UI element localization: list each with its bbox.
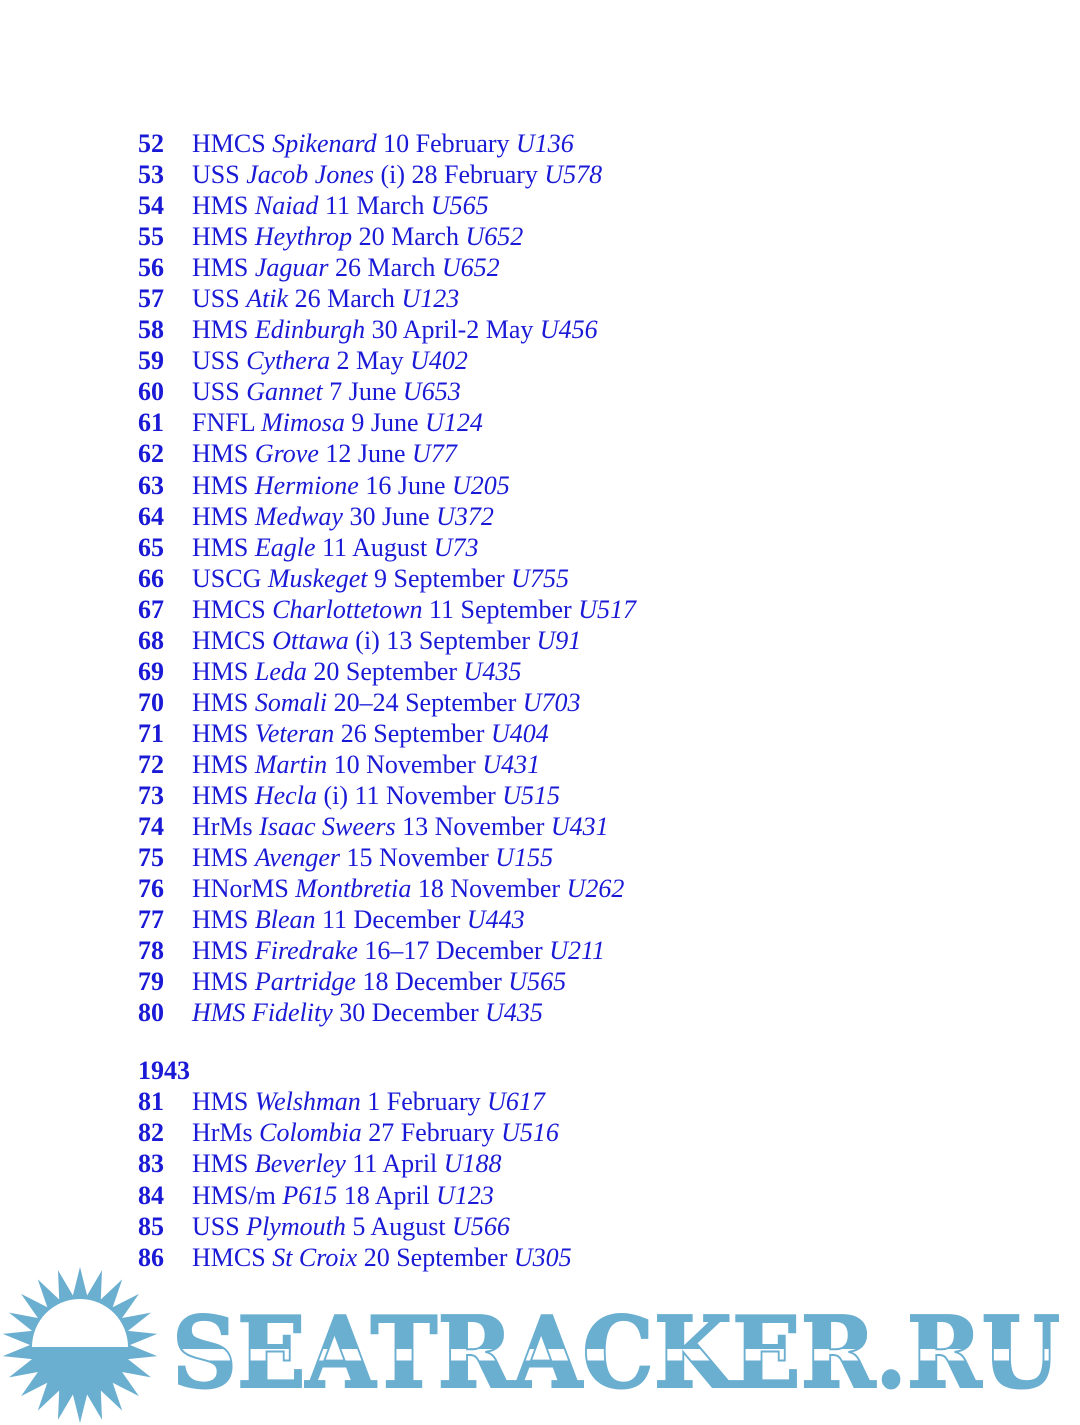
ship-prefix: HMS — [192, 253, 249, 283]
entry-text — [192, 190, 489, 221]
entry-number: 71 — [138, 718, 164, 748]
list-item — [138, 1180, 1038, 1211]
ship-suffix: (i) — [323, 780, 348, 810]
ship-prefix: HMS — [192, 470, 249, 500]
entry-number: 66 — [138, 563, 164, 593]
uboat-id: U435 — [463, 656, 522, 686]
sinking-date: 2 May — [336, 346, 404, 376]
ship-name: Beverley — [254, 1149, 346, 1179]
sinking-date: 12 June — [325, 439, 406, 469]
uboat-id: U653 — [402, 377, 461, 407]
sinking-date: 13 November — [402, 812, 545, 842]
uboat-id: U456 — [539, 315, 598, 345]
ship-prefix: HMS — [192, 501, 249, 531]
entry-text — [192, 221, 523, 252]
ship-name: Eagle — [254, 532, 316, 562]
ship-prefix: HMS/m — [192, 1180, 276, 1210]
ship-name: Blean — [254, 905, 316, 935]
uboat-id: U73 — [433, 532, 479, 562]
entry-number: 69 — [138, 656, 164, 686]
ship-name: Charlottetown — [272, 594, 423, 624]
uboat-id: U435 — [485, 998, 543, 1028]
entry-number: 76 — [138, 874, 164, 904]
ship-prefix: HMS — [192, 967, 249, 997]
ship-name: Isaac Sweers — [259, 812, 396, 842]
ship-prefix: HMS — [192, 532, 249, 562]
entry-number: 55 — [138, 222, 164, 252]
uboat-id: U211 — [549, 936, 606, 966]
sinking-date: 28 February — [411, 160, 538, 190]
ship-name: Plymouth — [246, 1211, 346, 1241]
entry-text — [192, 407, 483, 438]
uboat-id: U516 — [501, 1118, 559, 1148]
ship-name: Martin — [254, 749, 328, 779]
ship-name: St Croix — [272, 1242, 358, 1272]
uboat-id: U565 — [430, 191, 489, 221]
entry-number: 79 — [138, 967, 164, 997]
uboat-id: U91 — [536, 625, 582, 655]
ship-prefix: USS — [192, 377, 240, 407]
ship-prefix: HNorMS — [192, 874, 289, 904]
sinking-date: 20 March — [358, 222, 459, 252]
entry-text — [192, 997, 543, 1028]
entry-text — [192, 780, 560, 811]
sinking-date: 11 April — [352, 1149, 438, 1179]
entry-number: 58 — [138, 315, 164, 345]
ship-name: Avenger — [254, 843, 341, 873]
entry-number: 65 — [138, 532, 164, 562]
list-item — [138, 470, 1038, 501]
uboat-id: U515 — [502, 780, 561, 810]
entry-text — [192, 966, 566, 997]
sinking-date: 30 April-2 May — [371, 315, 534, 345]
sinking-date: 5 August — [352, 1211, 446, 1241]
sinking-date: 20 September — [313, 656, 458, 686]
ship-prefix: HrMs — [192, 812, 253, 842]
ship-prefix: HMS — [192, 780, 249, 810]
uboat-id: U124 — [425, 408, 483, 438]
entry-text — [192, 594, 636, 625]
entry-text — [192, 438, 457, 469]
sinking-date: 11 March — [324, 191, 425, 221]
ship-prefix: HMCS — [192, 594, 266, 624]
ship-name: Atik — [246, 284, 289, 314]
entry-text — [192, 625, 581, 656]
entry-number: 68 — [138, 625, 164, 655]
entry-text — [192, 1211, 510, 1242]
uboat-id: U262 — [566, 874, 625, 904]
ship-name: Hecla — [254, 780, 317, 810]
entry-text — [192, 345, 468, 376]
entry-text — [192, 252, 500, 283]
entry-number: 60 — [138, 377, 164, 407]
ship-prefix: HMS — [192, 1149, 249, 1179]
entry-text — [192, 1148, 502, 1179]
list-item — [138, 718, 1038, 749]
uboat-id: U205 — [452, 470, 510, 500]
uboat-id: U188 — [443, 1149, 502, 1179]
uboat-id: U703 — [522, 687, 581, 717]
sinking-date: 11 November — [354, 780, 496, 810]
uboat-id: U305 — [513, 1242, 572, 1272]
uboat-id: U431 — [482, 749, 541, 779]
sinkings-list — [138, 128, 1038, 1273]
ship-prefix: HMS — [192, 656, 249, 686]
sinking-date: 11 September — [428, 594, 572, 624]
entry-number: 86 — [138, 1242, 164, 1272]
uboat-id: U566 — [452, 1211, 510, 1241]
entry-number: 80 — [138, 998, 164, 1028]
entry-text — [192, 1086, 545, 1117]
entries-1943 — [138, 1086, 1038, 1272]
ship-name: Heythrop — [254, 222, 353, 252]
ship-suffix: (i) — [380, 160, 406, 190]
entry-number: 59 — [138, 346, 164, 376]
entry-text — [192, 563, 569, 594]
sinking-date: 16–17 December — [364, 936, 543, 966]
ship-prefix: HMS — [192, 191, 249, 221]
ship-name: Muskeget — [267, 563, 368, 593]
entry-number: 56 — [138, 253, 164, 283]
list-item — [138, 159, 1038, 190]
list-item — [138, 594, 1038, 625]
ship-name: Jacob Jones — [246, 160, 374, 190]
uboat-id: U652 — [441, 253, 500, 283]
entry-number: 84 — [138, 1180, 164, 1210]
list-item — [138, 904, 1038, 935]
ship-prefix: HMS — [192, 905, 249, 935]
list-item — [138, 501, 1038, 532]
ship-name: Veteran — [254, 718, 335, 748]
list-item — [138, 438, 1038, 469]
sinking-date: 20–24 September — [333, 687, 517, 717]
entry-number: 77 — [138, 905, 164, 935]
ship-name: Medway — [254, 501, 343, 531]
entry-number: 63 — [138, 470, 164, 500]
ship-prefix: HMS — [192, 687, 249, 717]
list-item — [138, 221, 1038, 252]
entry-number: 72 — [138, 749, 164, 779]
ship-name: Firedrake — [254, 936, 358, 966]
entry-text — [192, 128, 574, 159]
entry-number: 52 — [138, 129, 164, 158]
ship-prefix: USS — [192, 160, 240, 190]
list-item — [138, 252, 1038, 283]
entry-number: 53 — [138, 160, 164, 190]
ship-name: Montbretia — [295, 874, 412, 904]
ship-prefix: HMCS — [192, 625, 266, 655]
ship-name: Cythera — [246, 346, 330, 376]
entry-number: 64 — [138, 501, 164, 531]
list-item — [138, 873, 1038, 904]
list-item — [138, 625, 1038, 656]
ship-name: Mimosa — [261, 408, 345, 438]
entry-text — [192, 873, 624, 904]
year-heading: 1943 — [138, 1056, 190, 1086]
ship-prefix: HMS — [192, 749, 249, 779]
uboat-id: U136 — [516, 129, 574, 158]
uboat-id: U565 — [508, 967, 567, 997]
ship-name: P615 — [282, 1180, 338, 1210]
list-item — [138, 1211, 1038, 1242]
uboat-id: U404 — [490, 718, 549, 748]
list-item — [138, 283, 1038, 314]
ship-prefix: HMS — [192, 222, 249, 252]
ship-name: Spikenard — [272, 129, 377, 158]
sinking-date: 10 February — [383, 129, 510, 158]
entry-text — [192, 687, 581, 718]
entry-text — [192, 283, 459, 314]
list-item — [138, 1148, 1038, 1179]
ship-name: Edinburgh — [254, 315, 366, 345]
entry-text — [192, 811, 609, 842]
sinking-date: 11 December — [322, 905, 461, 935]
entry-number: 62 — [138, 439, 164, 469]
entry-text — [192, 1117, 559, 1148]
entry-number: 54 — [138, 191, 164, 221]
entry-number: 78 — [138, 936, 164, 966]
list-item — [138, 966, 1038, 997]
entry-text — [192, 749, 540, 780]
sinking-date: 20 September — [363, 1242, 508, 1272]
sinking-date: 9 June — [351, 408, 419, 438]
uboat-id: U431 — [550, 812, 609, 842]
ship-suffix: (i) — [355, 625, 380, 655]
ship-prefix: HMS — [192, 843, 249, 873]
ship-name: Ottawa — [272, 625, 349, 655]
list-item — [138, 780, 1038, 811]
entry-number: 83 — [138, 1149, 164, 1179]
entry-number: 70 — [138, 687, 164, 717]
sinking-date: 27 February — [368, 1118, 495, 1148]
entry-text — [192, 159, 602, 190]
ship-name: Jaguar — [254, 253, 329, 283]
list-item — [138, 997, 1038, 1028]
uboat-id: U617 — [487, 1087, 545, 1117]
ship-prefix: USS — [192, 346, 240, 376]
sinking-date: 10 November — [333, 749, 476, 779]
ship-name: Welshman — [254, 1087, 361, 1117]
entry-text — [192, 532, 479, 563]
ship-prefix: USS — [192, 1211, 240, 1241]
ship-prefix: HMCS — [192, 1242, 266, 1272]
list-item — [138, 345, 1038, 376]
entry-text — [192, 501, 494, 532]
sinking-date: 13 September — [386, 625, 531, 655]
entry-text — [192, 314, 598, 345]
sinking-date: 1 February — [367, 1087, 481, 1117]
uboat-id: U123 — [401, 284, 460, 314]
entry-number: 67 — [138, 594, 164, 624]
list-item — [138, 376, 1038, 407]
ship-prefix: HMS — [192, 1087, 249, 1117]
ship-name: Colombia — [259, 1118, 362, 1148]
sinking-date: 7 June — [329, 377, 397, 407]
ship-prefix: HMS — [192, 439, 249, 469]
sinking-date: 30 December — [339, 998, 479, 1028]
entry-text — [192, 935, 605, 966]
uboat-id: U155 — [495, 843, 554, 873]
sinking-date: 26 March — [294, 284, 395, 314]
sunburst-icon — [3, 1267, 157, 1423]
sinking-date: 26 September — [340, 718, 485, 748]
sinking-date: 16 June — [365, 470, 446, 500]
ship-prefix: HMCS — [192, 129, 266, 158]
list-item — [138, 1086, 1038, 1117]
entry-number: 61 — [138, 408, 164, 438]
sinking-date: 30 June — [349, 501, 430, 531]
ship-prefix: HMS — [192, 936, 249, 966]
sinking-date: 18 December — [362, 967, 502, 997]
ship-name: Partridge — [254, 967, 356, 997]
list-item — [138, 128, 1038, 159]
sinking-date: 18 April — [343, 1180, 430, 1210]
ship-prefix: USCG — [192, 563, 262, 593]
entries-1942 — [138, 128, 1038, 1028]
ship-prefix: HMS — [192, 718, 249, 748]
ship-prefix: HMS — [192, 315, 249, 345]
list-item — [138, 656, 1038, 687]
entry-text — [192, 656, 521, 687]
list-item — [138, 1117, 1038, 1148]
sinking-date: 9 September — [373, 563, 505, 593]
uboat-id: U77 — [412, 439, 457, 469]
list-item — [138, 314, 1038, 345]
sinking-date: 26 March — [335, 253, 436, 283]
entry-text — [192, 842, 553, 873]
ship-prefix: HrMs — [192, 1118, 253, 1148]
list-item — [138, 842, 1038, 873]
uboat-id: U578 — [544, 160, 603, 190]
ship-prefix: USS — [192, 284, 240, 314]
sinking-date: 11 August — [322, 532, 428, 562]
watermark-text: SEATRACKER.RU — [172, 1296, 1060, 1411]
list-item — [138, 687, 1038, 718]
ship-name: Gannet — [246, 377, 323, 407]
list-item — [138, 563, 1038, 594]
uboat-id: U402 — [410, 346, 468, 376]
ship-name: Somali — [254, 687, 328, 717]
uboat-id: U755 — [511, 563, 569, 593]
uboat-id: U372 — [436, 501, 494, 531]
uboat-id: U443 — [466, 905, 525, 935]
uboat-id: U517 — [578, 594, 636, 624]
entry-number: 74 — [138, 812, 164, 842]
ship-name: Naiad — [254, 191, 319, 221]
ship-name: Leda — [254, 656, 307, 686]
ship-name: Hermione — [254, 470, 359, 500]
list-item — [138, 407, 1038, 438]
ship-name: HMS Fidelity — [192, 998, 333, 1028]
entry-text — [192, 718, 549, 749]
entry-number: 82 — [138, 1118, 164, 1148]
entry-text — [192, 904, 525, 935]
entry-text — [192, 1180, 494, 1211]
list-item — [138, 749, 1038, 780]
uboat-id: U652 — [465, 222, 524, 252]
list-item — [138, 190, 1038, 221]
uboat-id: U123 — [436, 1180, 494, 1210]
entry-number: 85 — [138, 1211, 164, 1241]
seatracker-logo — [0, 1265, 1080, 1425]
entry-number: 57 — [138, 284, 164, 314]
ship-name: Grove — [254, 439, 319, 469]
list-item — [138, 532, 1038, 563]
entry-number: 81 — [138, 1087, 164, 1117]
entry-number: 73 — [138, 780, 164, 810]
sinking-date: 18 November — [417, 874, 561, 904]
list-item — [138, 935, 1038, 966]
entry-text — [192, 470, 510, 501]
entry-number: 75 — [138, 843, 164, 873]
ship-prefix: FNFL — [192, 408, 255, 438]
sinking-date: 15 November — [346, 843, 489, 873]
entry-text — [192, 376, 461, 407]
list-item — [138, 811, 1038, 842]
